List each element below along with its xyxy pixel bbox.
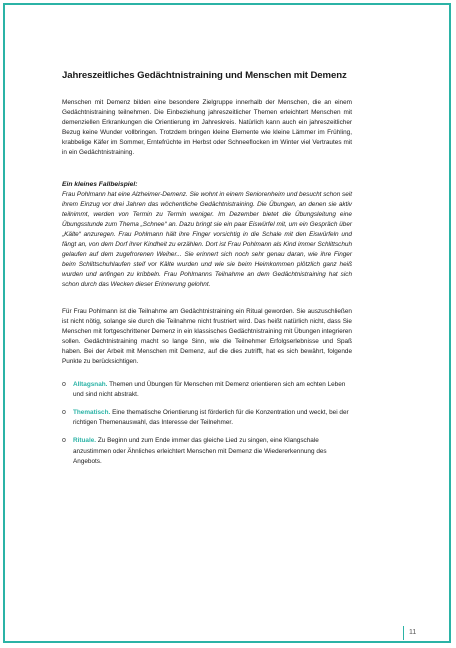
case-example-text: Frau Pohlmann hat eine Alzheimer-Demenz. Sie wohnt in einem Seniorenheim und besucht schon seit ihrem Einzug vor drei Jahren das wöchentliche Gedächtnistraining. Die Übungen, an denen sie aktiv teilnimmt, werden von Termin zu Termin weniger. Im Dezember bietet die Übungsleitung eine Übungsstunde zum Thema „Schnee“ an. Dazu bringt sie ein paar Eiswürfel mit, um ein Gespräch über „Kälte“ anzuregen. Frau Pohlmann hält ihre Finger vorsichtig in die Schale mit den Eiswürfeln und fängt an, von dem Dorf ihrer Kindheit zu erzählen. Dort ist Frau Pohlmann als Kind immer Schlittschuh gelaufen auf dem zugefrorenen Weiher... Sie erinnert sich noch sehr genau daran, wie ihre Finger beim Schlittschuhlaufen steif vor Kälte wurden und wie sie beim Heimkommen plötzlich ganz heiß wurden und anfingen zu kribbeln. Frau Pohlmanns Teilnahme an dem Gedächtnistraining hat sich schon durch das Wecken dieser Erinnerung gelohnt. bbox=[62, 190, 352, 289]
page-frame bbox=[3, 3, 451, 643]
page-title: Jahreszeitliches Gedächtnistraining und Menschen mit Demenz bbox=[62, 70, 347, 81]
bullet-marker: o bbox=[62, 409, 66, 417]
bullet-marker: o bbox=[62, 381, 66, 389]
intro-paragraph: Menschen mit Demenz bilden eine besondere Zielgruppe innerhalb der Menschen, die an einem Gedächtnistraining teilnehmen. Die Einbeziehung jahreszeitlicher Themen erleichtert Menschen mit demenziellen Erkrankungen die Orientierung im Jahreskreis. Natürlich kann auch ein jahreszeitlicher Bezug keine Wunder vollbringen. Trotzdem bringen kleine Elemente wie kleine Lämmer im Frühling, krabbelige Käfer im Sommer, Erntefrüchte im Herbst oder Schneeflocken im Winter viel Vertrautes mit in ein Gedächtnistraining. bbox=[62, 99, 352, 157]
page-content bbox=[62, 70, 352, 475]
list-item bbox=[62, 436, 352, 466]
conclusion-paragraph: Für Frau Pohlmann ist die Teilnahme am Gedächtnistraining ein Ritual geworden. Sie auszuschließen ist nicht nötig, solange sie durch die Teilnahme nicht frustriert wird. Das heißt natürlich nicht, dass Sie Menschen mit fortgeschrittener Demenz in ein klassisches Gedächtnistraining mit Übungen integrieren sollen. Gedächtnistraining macht so lange Sinn, wie die Teilnehmer Erfolgserlebnisse und Spaß haben. Bei der Arbeit mit Menschen mit Demenz, auf die dies zutrifft, hat es sich bewährt, folgende Punkte zu berücksichtigen. bbox=[62, 307, 352, 365]
point-term: Rituale. bbox=[73, 437, 97, 445]
bullet-marker: o bbox=[62, 437, 66, 445]
points-list bbox=[62, 380, 352, 467]
point-text: Eine thematische Orientierung ist förderlich für die Konzentration und weckt, bei der richtigen Themenauswahl, das Interesse der Teilnehmer. bbox=[73, 409, 349, 427]
page-number: 11 bbox=[403, 626, 416, 640]
point-text: Themen und Übungen für Menschen mit Demenz orientieren sich am echten Leben und sind nicht abstrakt. bbox=[73, 381, 346, 399]
point-text: Zu Beginn und zum Ende immer das gleiche Lied zu singen, eine Klangschale anzustimmen oder Ähnliches erleichtert Menschen mit Demenz die Wiedererkennung des Angebots. bbox=[73, 437, 327, 465]
point-term: Thematisch. bbox=[73, 409, 111, 417]
case-example-title: Ein kleines Fallbeispiel: bbox=[62, 180, 138, 188]
list-item bbox=[62, 380, 352, 400]
list-item bbox=[62, 408, 352, 428]
point-term: Alltagsnah. bbox=[73, 381, 108, 389]
